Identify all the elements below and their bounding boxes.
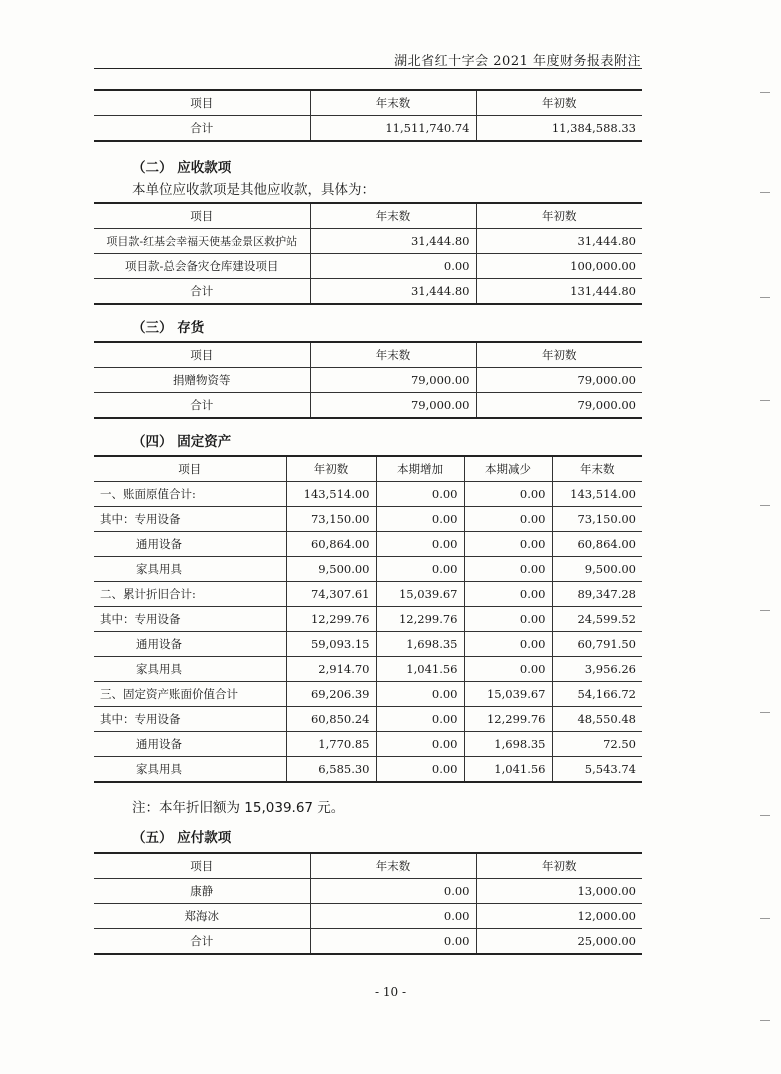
row-decrease: 0.00 xyxy=(464,532,552,557)
row-increase: 0.00 xyxy=(376,707,464,732)
row-decrease: 12,299.76 xyxy=(464,707,552,732)
table-row xyxy=(94,532,642,557)
col-header-begin: 年初数 xyxy=(476,203,642,229)
cash-table xyxy=(94,89,642,142)
margin-tick xyxy=(760,918,770,919)
table-row xyxy=(94,682,642,707)
table-row xyxy=(94,368,642,393)
row-end: 0.00 xyxy=(310,254,476,279)
row-item: 康静 xyxy=(94,879,310,904)
row-item: 其中：专用设备 xyxy=(94,707,286,732)
row-begin: 60,864.00 xyxy=(286,532,376,557)
row-item: 通用设备 xyxy=(94,732,286,757)
row-begin: 131,444.80 xyxy=(476,279,642,305)
margin-tick xyxy=(760,505,770,506)
row-end: 72.50 xyxy=(552,732,642,757)
col-header-end: 年末数 xyxy=(552,456,642,482)
row-decrease: 0.00 xyxy=(464,657,552,682)
table-row xyxy=(94,393,642,419)
table-row xyxy=(94,929,642,955)
depreciation-note: 注：本年折旧额为 15,039.67 元。 xyxy=(132,800,345,816)
row-begin: 13,000.00 xyxy=(476,879,642,904)
row-item: 三、固定资产账面价值合计 xyxy=(94,682,286,707)
header-rule xyxy=(94,68,642,69)
row-item: 家具用具 xyxy=(94,557,286,582)
row-increase: 1,698.35 xyxy=(376,632,464,657)
row-decrease: 1,698.35 xyxy=(464,732,552,757)
row-increase: 0.00 xyxy=(376,482,464,507)
row-end: 31,444.80 xyxy=(310,229,476,254)
table-row xyxy=(94,757,642,783)
page-number: - 10 - xyxy=(374,985,406,999)
row-begin: 12,000.00 xyxy=(476,904,642,929)
row-begin: 25,000.00 xyxy=(476,929,642,955)
row-end: 0.00 xyxy=(310,879,476,904)
table-header-row xyxy=(94,342,642,368)
row-end: 79,000.00 xyxy=(310,368,476,393)
margin-tick xyxy=(760,192,770,193)
col-header-begin: 年初数 xyxy=(286,456,376,482)
table-row xyxy=(94,116,642,142)
margin-tick xyxy=(760,712,770,713)
row-item: 捐赠物资等 xyxy=(94,368,310,393)
row-begin: 79,000.00 xyxy=(476,368,642,393)
row-item: 家具用具 xyxy=(136,762,182,776)
table-header-row xyxy=(94,203,642,229)
row-begin: 11,384,588.33 xyxy=(476,116,642,142)
table-row xyxy=(94,707,642,732)
row-begin: 12,299.76 xyxy=(286,607,376,632)
row-begin: 143,514.00 xyxy=(286,482,376,507)
row-end: 0.00 xyxy=(310,904,476,929)
margin-tick xyxy=(760,610,770,611)
row-end: 3,956.26 xyxy=(552,657,642,682)
row-begin: 9,500.00 xyxy=(286,557,376,582)
row-item: 合计 xyxy=(190,284,214,298)
table-row xyxy=(94,254,642,279)
table-row xyxy=(94,657,642,682)
row-begin: 69,206.39 xyxy=(286,682,376,707)
margin-tick xyxy=(760,92,770,93)
margin-tick xyxy=(760,1020,770,1021)
row-item: 通用设备 xyxy=(94,532,286,557)
col-header-end: 年末数 xyxy=(310,342,476,368)
margin-tick xyxy=(760,400,770,401)
row-begin: 100,000.00 xyxy=(476,254,642,279)
row-end: 79,000.00 xyxy=(310,393,476,419)
row-decrease: 0.00 xyxy=(464,557,552,582)
row-end: 9,500.00 xyxy=(552,557,642,582)
col-header-end: 年末数 xyxy=(310,853,476,879)
row-increase: 0.00 xyxy=(376,757,464,783)
row-begin: 60,850.24 xyxy=(286,707,376,732)
row-increase: 0.00 xyxy=(376,532,464,557)
row-end: 54,166.72 xyxy=(552,682,642,707)
row-begin: 6,585.30 xyxy=(286,757,376,783)
row-item: 一、账面原值合计: xyxy=(94,482,286,507)
section-heading-inventory: （三） 存货 xyxy=(132,320,205,336)
margin-tick xyxy=(760,297,770,298)
row-end: 24,599.52 xyxy=(552,607,642,632)
row-item: 项目款-总会备灾仓库建设项目 xyxy=(94,254,310,279)
row-begin: 1,770.85 xyxy=(286,732,376,757)
col-header-decrease: 本期减少 xyxy=(464,456,552,482)
table-row xyxy=(94,557,642,582)
col-header-begin: 年初数 xyxy=(476,90,642,116)
col-header-end: 年末数 xyxy=(310,90,476,116)
col-header-item: 项目 xyxy=(94,853,310,879)
row-increase: 1,041.56 xyxy=(376,657,464,682)
table-row xyxy=(94,507,642,532)
row-item: 合计 xyxy=(190,121,214,135)
table-header-row xyxy=(94,853,642,879)
row-end: 73,150.00 xyxy=(552,507,642,532)
row-item: 郑海冰 xyxy=(94,904,310,929)
row-increase: 0.00 xyxy=(376,507,464,532)
row-begin: 2,914.70 xyxy=(286,657,376,682)
row-end: 48,550.48 xyxy=(552,707,642,732)
page-header-title: 湖北省红十字会 2021 年度财务报表附注 xyxy=(394,54,641,69)
row-end: 143,514.00 xyxy=(552,482,642,507)
row-increase: 15,039.67 xyxy=(376,582,464,607)
row-end: 5,543.74 xyxy=(552,757,642,783)
table-header-row xyxy=(94,90,642,116)
table-row xyxy=(94,482,642,507)
row-increase: 0.00 xyxy=(376,557,464,582)
row-begin: 74,307.61 xyxy=(286,582,376,607)
row-end: 89,347.28 xyxy=(552,582,642,607)
col-header-item: 项目 xyxy=(94,456,286,482)
col-header-item: 项目 xyxy=(94,203,310,229)
row-end: 31,444.80 xyxy=(310,279,476,305)
row-decrease: 0.00 xyxy=(464,507,552,532)
row-increase: 12,299.76 xyxy=(376,607,464,632)
table-row xyxy=(94,607,642,632)
row-decrease: 0.00 xyxy=(464,482,552,507)
row-end: 11,511,740.74 xyxy=(310,116,476,142)
row-item: 合计 xyxy=(190,398,214,412)
row-item: 合计 xyxy=(190,934,214,948)
row-item: 其中：专用设备 xyxy=(94,607,286,632)
table-row xyxy=(94,732,642,757)
col-header-end: 年末数 xyxy=(310,203,476,229)
row-decrease: 0.00 xyxy=(464,607,552,632)
row-increase: 0.00 xyxy=(376,682,464,707)
row-item: 通用设备 xyxy=(94,632,286,657)
table-row xyxy=(94,904,642,929)
section-heading-receivables: （二） 应收款项 xyxy=(132,160,232,176)
row-begin: 79,000.00 xyxy=(476,393,642,419)
col-header-increase: 本期增加 xyxy=(376,456,464,482)
col-header-item: 项目 xyxy=(94,90,310,116)
inventory-table xyxy=(94,341,642,419)
row-end: 60,864.00 xyxy=(552,532,642,557)
section-heading-fixed-assets: （四） 固定资产 xyxy=(132,434,232,450)
row-begin: 59,093.15 xyxy=(286,632,376,657)
table-row xyxy=(94,279,642,305)
table-header-row xyxy=(94,456,642,482)
col-header-begin: 年初数 xyxy=(476,342,642,368)
row-decrease: 0.00 xyxy=(464,582,552,607)
col-header-begin: 年初数 xyxy=(476,853,642,879)
payables-table xyxy=(94,852,642,955)
row-item: 其中：专用设备 xyxy=(94,507,286,532)
margin-tick xyxy=(760,815,770,816)
row-begin: 31,444.80 xyxy=(476,229,642,254)
row-item: 家具用具 xyxy=(94,657,286,682)
row-decrease: 15,039.67 xyxy=(464,682,552,707)
table-row xyxy=(94,879,642,904)
row-end: 60,791.50 xyxy=(552,632,642,657)
table-row xyxy=(94,632,642,657)
row-item: 项目款-红基会幸福天使基金景区救护站 xyxy=(94,229,310,254)
section-heading-payables: （五） 应付款项 xyxy=(132,830,232,846)
row-increase: 0.00 xyxy=(376,732,464,757)
fixed-assets-table xyxy=(94,455,642,783)
row-begin: 73,150.00 xyxy=(286,507,376,532)
table-row xyxy=(94,229,642,254)
table-row xyxy=(94,582,642,607)
col-header-item: 项目 xyxy=(94,342,310,368)
row-item: 二、累计折旧合计: xyxy=(94,582,286,607)
row-end: 0.00 xyxy=(310,929,476,955)
row-decrease: 0.00 xyxy=(464,632,552,657)
row-decrease: 1,041.56 xyxy=(464,757,552,783)
receivables-table xyxy=(94,202,642,305)
receivables-intro: 本单位应收款项是其他应收款，具体为： xyxy=(132,182,375,198)
